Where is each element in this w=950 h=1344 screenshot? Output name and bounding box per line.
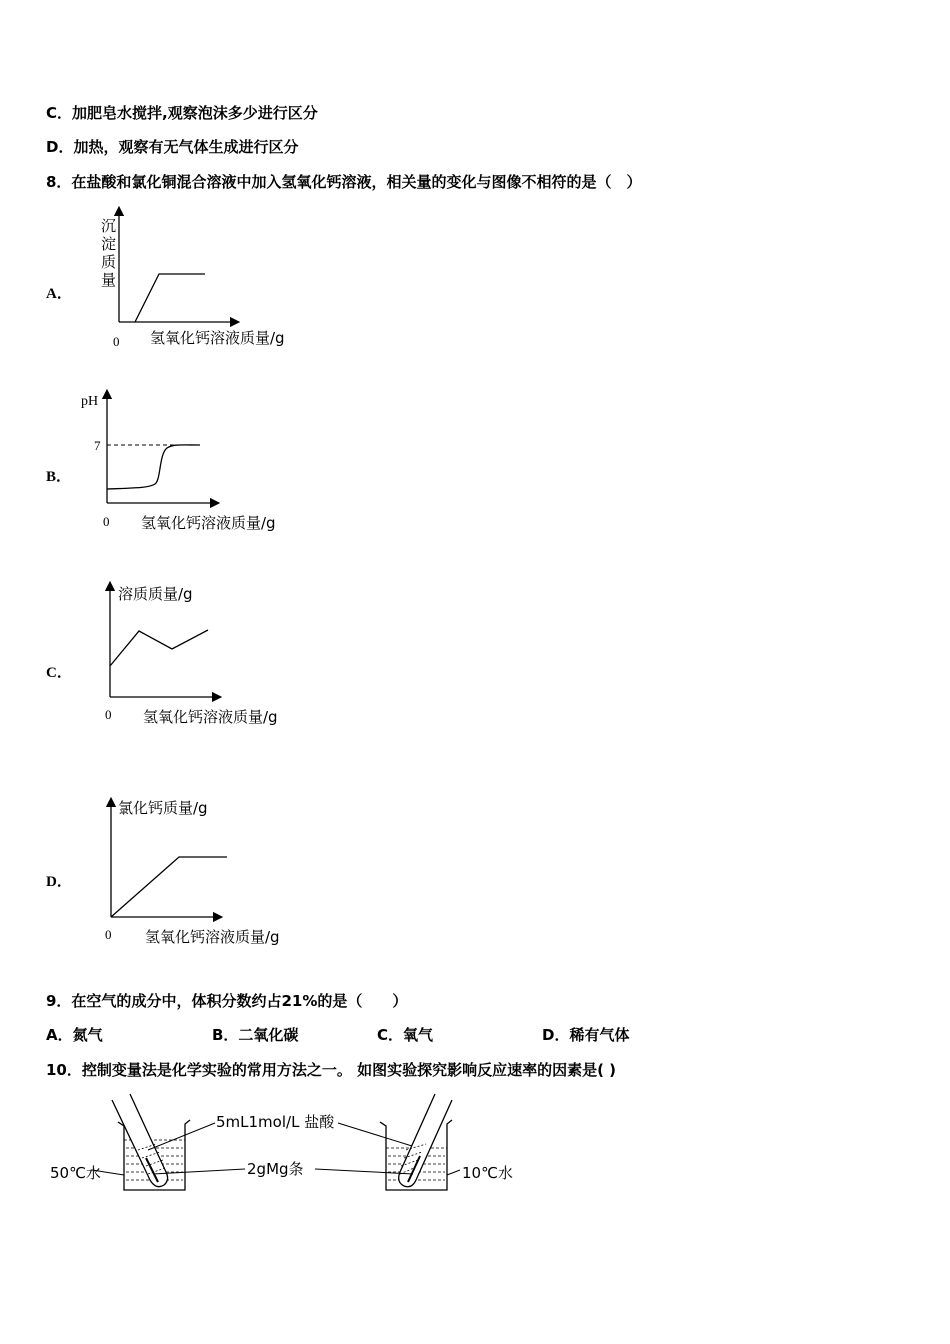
y-axis-label: 溶质质量/g [118,585,193,603]
question-8-text: 8．在盐酸和氯化铜混合溶液中加入氢氧化钙溶液，相关量的变化与图像不相符的是（ ） [46,173,642,191]
q8-option-d-label: D． [46,874,72,890]
question-9-text: 9．在空气的成分中，体积分数约占21%的是（ ） [46,992,408,1010]
ph7-label: 7 [94,438,101,453]
curve [111,857,227,917]
question-10-text: 10．控制变量法是化学实验的常用方法之一。 如图实验探究影响反应速率的因素是( ) [46,1061,617,1079]
origin-label: 0 [103,514,110,529]
x-axis-label: 氢氧化钙溶液质量/g [141,514,276,532]
origin-label: 0 [105,707,112,722]
q8-option-b-label: B． [46,469,72,485]
curve [107,445,200,489]
q8-graph-a [75,205,335,355]
x-axis-label: 氢氧化钙溶液质量/g [150,329,285,347]
q8-option-c-label: C． [46,665,72,681]
x-axis-label: 氢氧化钙溶液质量/g [145,928,280,946]
y-label-char: 沉 [101,217,117,235]
q9-option-b: B．二氧化碳 [212,1026,299,1044]
q10-figure [40,1090,560,1210]
y-label-char: 量 [101,271,117,289]
q9-option-d: D．稀有气体 [542,1026,630,1044]
acid-label: 5mL1mol/L 盐酸 [216,1113,335,1131]
right-water-label: 10℃水 [462,1164,513,1182]
x-axis-label: 氢氧化钙溶液质量/g [143,708,278,726]
right-test-tube [399,1094,452,1187]
origin-label: 0 [113,334,120,349]
y-label-char: 质 [101,253,117,271]
left-water-label: 50℃水 [50,1164,101,1182]
option-c-text: C．加肥皂水搅拌,观察泡沫多少进行区分 [46,104,318,122]
y-label-char: 淀 [101,235,117,253]
q9-option-a: A．氮气 [46,1026,103,1044]
curve [135,274,205,322]
q8-option-a-label: A． [46,286,72,302]
q8-graph-d [75,794,335,949]
option-d-text: D．加热，观察有无气体生成进行区分 [46,138,299,156]
origin-label: 0 [105,927,112,942]
y-axis-label: 氯化钙质量/g [118,799,208,817]
q9-option-c: C．氧气 [377,1026,434,1044]
y-axis-label: pH [81,394,99,409]
curve [110,630,208,666]
mg-label: 2gMg条 [247,1160,304,1178]
q8-graph-b [75,388,335,538]
q8-graph-c [75,580,335,730]
